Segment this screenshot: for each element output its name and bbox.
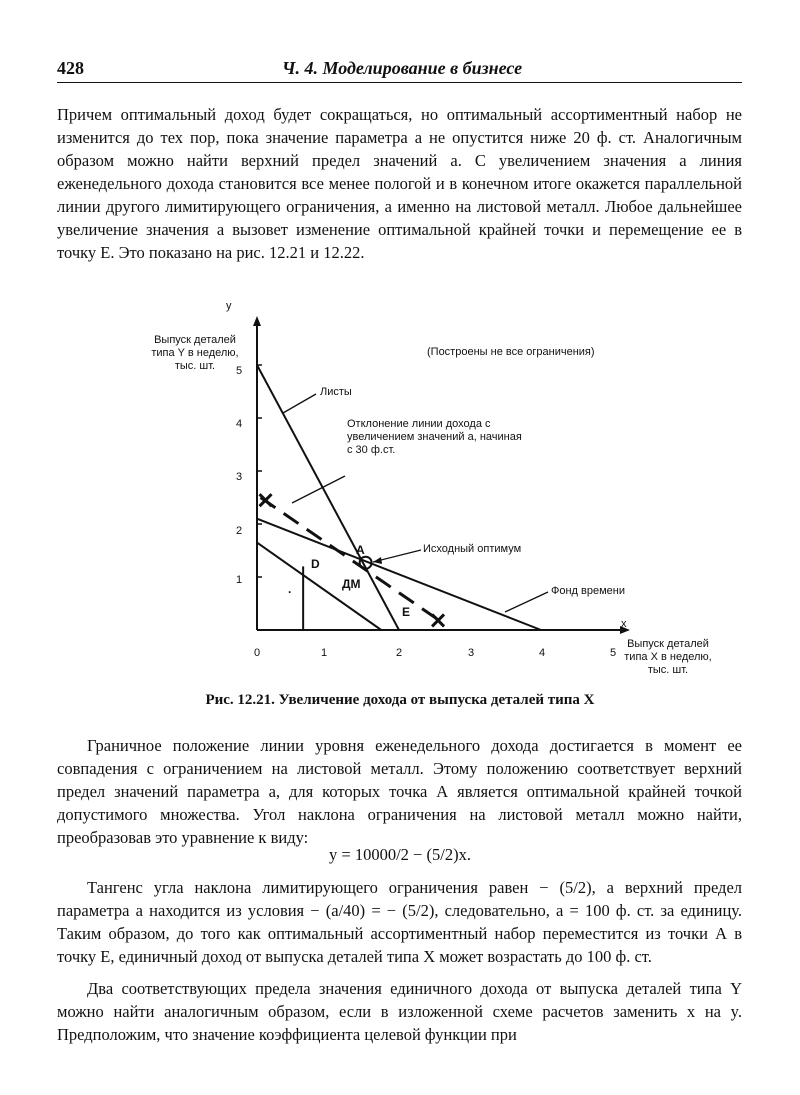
paragraph-2: Граничное положение линии уровня еженедельного дохода достигается в момент ее совпадения с ограничением на листовой металл. Этому положению соответствует верхний предел значений параметра а, для которых точка А является оптимальной крайней точкой допустимого множества. Угол наклона ограничения на листовой металл можно найти, преобразовав это уравнение к виду: [57, 736, 742, 847]
x-tick-3: 3 [468, 647, 475, 659]
x-tick-1: 1 [321, 647, 328, 659]
label-optimum: Исходный оптимум [423, 543, 522, 555]
label-sheets: Листы [320, 386, 352, 398]
x-tick-5: 5 [610, 647, 617, 659]
series-line-3 [261, 498, 442, 623]
x-tick-4: 4 [539, 647, 546, 659]
pointer-time-fund [505, 592, 548, 612]
page-number: 428 [57, 58, 84, 78]
y-axis-letter: y [226, 300, 232, 312]
point-e-label: E [402, 605, 411, 619]
series-line-1 [257, 519, 541, 630]
y-tick-2: 2 [236, 525, 243, 537]
point-dm-label: ДМ [342, 577, 361, 591]
y-tick-5: 5 [236, 365, 243, 377]
series-line-0 [257, 365, 399, 630]
paragraph-4: Два соответствующих предела значения единичного дохода от выпуска деталей типа Y можно найти аналогичным образом, если в изложенной схеме расчетов заменить x на y. Предположим, что значение коэффициента целевой функции при [57, 979, 742, 1044]
paragraph-3: Тангенс угла наклона лимитирующего ограничения равен − (5/2), а верхний предел параметра а находится из условия − (a/40) = − (5/2), следовательно, а = 100 ф. ст. за единицу. Таким образом, до того как оптимальный ассортиментный набор переместится из точки А в точку Е, единичный доход от выпуска деталей типа X может возрастать до 100 ф. ст. [57, 878, 742, 966]
y-tick-3: 3 [236, 471, 243, 483]
region-dot: . [288, 582, 292, 596]
y-tick-1: 1 [236, 574, 243, 586]
pointer-optimum-arrow [373, 557, 382, 564]
x-tick-0: 0 [254, 647, 261, 659]
paragraph-1: Причем оптимальный доход будет сокращаться, но оптимальный ассортиментный набор не изменится до тех пор, пока значение параметра а не опустится ниже 20 ф. ст. Аналогичным образом можно найти верхний предел значений а. С увеличением значения а линия еженедельного дохода становится все менее пологой и в конечном итоге окажется параллельной линии другого лимитирующего ограничения, а именно на листовой металл. Любое дальнейшее увеличение значения а вызовет изменение оптимальной крайней точки и перемещение ее в точку Е. Это показано на рис. 12.21 и 12.22. [57, 105, 742, 262]
label-deviation: Отклонение линии дохода с увеличением значений а, начиная с 30 ф.ст. [347, 418, 522, 456]
y-axis-arrow [253, 316, 261, 326]
x-tick-2: 2 [396, 647, 403, 659]
formula: y = 10000/2 − (5/2)x. [329, 845, 471, 864]
point-a-label: A [356, 543, 365, 557]
pointer-sheets [283, 394, 316, 413]
page-header [57, 58, 742, 83]
figure-12-21 [140, 300, 712, 686]
y-axis-title: Выпуск деталей типа Y в неделю, тыс. шт. [151, 334, 239, 372]
point-d-label: D [311, 557, 320, 571]
x-axis-letter: x [621, 618, 627, 630]
x-axis-title: Выпуск деталей типа X в неделю, тыс. шт. [624, 638, 712, 676]
running-title: Ч. 4. Моделирование в бизнесе [282, 58, 523, 78]
label-time-fund: Фонд времени [551, 585, 626, 597]
figure-note: (Построены не все ограничения) [427, 346, 595, 358]
figure-caption: Рис. 12.21. Увеличение дохода от выпуска деталей типа X [205, 692, 595, 708]
y-tick-4: 4 [236, 418, 243, 430]
